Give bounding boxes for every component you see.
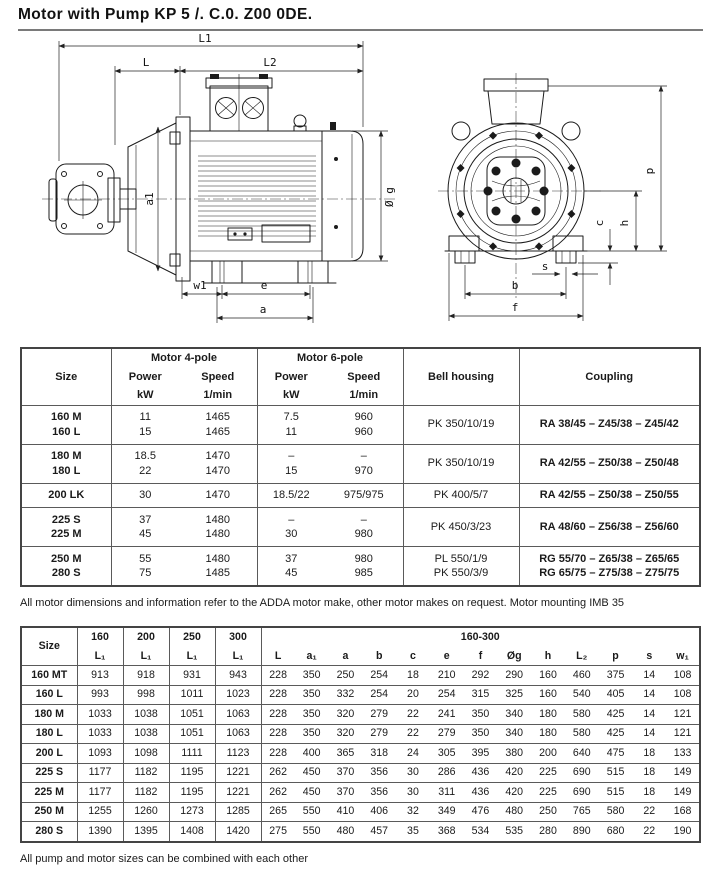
dim-cell: 420 — [497, 783, 531, 803]
dim-cell: 200 — [531, 744, 565, 764]
dim-cell: 286 — [430, 763, 464, 783]
dim-cell: 14 — [632, 666, 666, 686]
dim-cell: 480 — [329, 822, 363, 842]
technical-drawing — [0, 31, 721, 338]
dim-cell: 210 — [430, 666, 464, 686]
dim-cell: 108 — [666, 666, 700, 686]
dim-cell: 254 — [430, 685, 464, 705]
l1-cell: 943 — [215, 666, 261, 686]
speed4-cell: 1480 1485 — [179, 547, 257, 587]
dim-cell: 228 — [261, 685, 295, 705]
l1-cell: 931 — [169, 666, 215, 686]
dim-cell: 365 — [329, 744, 363, 764]
dim-cell: 18 — [396, 666, 430, 686]
dim-label-L1: L1 — [198, 32, 212, 45]
dim-cell: 275 — [261, 822, 295, 842]
size-cell: 160 M 160 L — [21, 405, 111, 444]
header-bell-housing: Bell housing — [403, 348, 519, 405]
bell-housing-cell: PK 450/3/23 — [403, 508, 519, 547]
size-cell: 280 S — [21, 822, 77, 842]
dim-cell: 228 — [261, 744, 295, 764]
header-dim-5: c — [396, 647, 430, 666]
l1-cell: 1063 — [215, 724, 261, 744]
coupling-cell: RA 42/55 – Z50/38 – Z50/55 — [519, 483, 700, 508]
l1-cell: 1051 — [169, 724, 215, 744]
dim-cell: 133 — [666, 744, 700, 764]
dim-cell: 340 — [497, 724, 531, 744]
dim-cell: 22 — [632, 802, 666, 822]
dimension-table — [20, 626, 701, 843]
dim-label-h: h — [618, 219, 631, 227]
dim-cell: 380 — [497, 744, 531, 764]
dim-label-L: L — [142, 56, 150, 69]
l1-cell: 1111 — [169, 744, 215, 764]
dim-cell: 370 — [329, 763, 363, 783]
bell-housing-cell: PK 350/10/19 — [403, 444, 519, 483]
dim-cell: 228 — [261, 705, 295, 725]
dim-cell: 149 — [666, 763, 700, 783]
header-group-160-300: 160-300 — [261, 627, 700, 647]
l1-cell: 998 — [123, 685, 169, 705]
dim-cell: 580 — [599, 802, 633, 822]
dim-cell: 356 — [362, 763, 396, 783]
dimension-table-note: All pump and motor sizes can be combined with each other — [20, 852, 308, 865]
header-speed-4: Speed — [179, 368, 257, 387]
power6-cell: 18.5/22 — [257, 483, 325, 508]
l1-cell: 1221 — [215, 783, 261, 803]
header-l1-sub: L₁ — [123, 647, 169, 666]
dim-cell: 149 — [666, 783, 700, 803]
header-l1-300: 300 — [215, 627, 261, 647]
header-dim-3: a — [329, 647, 363, 666]
dim-label-L2: L2 — [263, 56, 277, 69]
speed4-cell: 1465 1465 — [179, 405, 257, 444]
dim-label-c: c — [593, 219, 606, 227]
bell-housing-cell: PK 350/10/19 — [403, 405, 519, 444]
size-cell: 250 M 280 S — [21, 547, 111, 587]
l1-cell: 1098 — [123, 744, 169, 764]
dim-cell: 160 — [531, 666, 565, 686]
dim-cell: 350 — [295, 685, 329, 705]
header-dim-13: w₁ — [666, 647, 700, 666]
header-kw-4: kW — [111, 386, 179, 405]
dim-cell: 550 — [295, 822, 329, 842]
dim-cell: 425 — [599, 705, 633, 725]
motor-outline — [190, 74, 363, 283]
dim-cell: 262 — [261, 783, 295, 803]
dim-cell: 254 — [362, 666, 396, 686]
dim-label-a1: a1 — [143, 192, 156, 206]
header-speed-6: Speed — [325, 368, 403, 387]
dim-cell: 168 — [666, 802, 700, 822]
header-dim-7: f — [464, 647, 498, 666]
header-l1-sub: L₁ — [77, 647, 123, 666]
l1-cell: 1395 — [123, 822, 169, 842]
dim-cell: 22 — [632, 822, 666, 842]
dim-cell: 350 — [295, 724, 329, 744]
power4-cell: 37 45 — [111, 508, 179, 547]
size-cell: 200 LK — [21, 483, 111, 508]
dim-cell: 450 — [295, 783, 329, 803]
dim-cell: 121 — [666, 705, 700, 725]
power4-cell: 55 75 — [111, 547, 179, 587]
dim-cell: 765 — [565, 802, 599, 822]
dim-cell: 22 — [396, 705, 430, 725]
dim-cell: 640 — [565, 744, 599, 764]
l1-cell: 1273 — [169, 802, 215, 822]
motor-table-row — [21, 547, 700, 587]
header-l1-160: 160 — [77, 627, 123, 647]
header-size2: Size — [21, 627, 77, 666]
coupling-cell: RG 55/70 – Z65/38 – Z65/65 RG 65/75 – Z75/38 – Z75/75 — [519, 547, 700, 587]
dim-cell: 368 — [430, 822, 464, 842]
size-cell: 160 L — [21, 685, 77, 705]
dim-cell: 375 — [599, 666, 633, 686]
dim-cell: 20 — [396, 685, 430, 705]
page-title: Motor with Pump KP 5 /. C.0. Z00 0DE. — [18, 6, 313, 23]
dim-cell: 410 — [329, 802, 363, 822]
coupling-cell: RA 38/45 – Z45/38 – Z45/42 — [519, 405, 700, 444]
dim-cell: 279 — [362, 705, 396, 725]
motor-table-row — [21, 483, 700, 508]
dim-cell: 190 — [666, 822, 700, 842]
dimension-table-body — [21, 666, 700, 842]
dimension-table-row — [21, 822, 700, 842]
dim-cell: 160 — [531, 685, 565, 705]
dim-cell: 350 — [295, 705, 329, 725]
front-dimensions — [449, 86, 667, 321]
header-coupling: Coupling — [519, 348, 700, 405]
dim-cell: 108 — [666, 685, 700, 705]
dim-cell: 262 — [261, 763, 295, 783]
dim-cell: 279 — [362, 724, 396, 744]
header-rpm-4: 1/min — [179, 386, 257, 405]
page-header — [0, 0, 721, 31]
side-view-drawing — [42, 32, 398, 323]
dim-cell: 254 — [362, 685, 396, 705]
dim-cell: 460 — [565, 666, 599, 686]
dim-cell: 475 — [599, 744, 633, 764]
header-motor-6pole: Motor 6-pole — [257, 348, 403, 368]
l1-cell: 913 — [77, 666, 123, 686]
power6-cell: 7.5 11 — [257, 405, 325, 444]
power4-cell: 18.5 22 — [111, 444, 179, 483]
dim-cell: 280 — [531, 822, 565, 842]
dim-label-p: p — [643, 167, 656, 175]
coupling-cell: RA 48/60 – Z56/38 – Z56/60 — [519, 508, 700, 547]
header-dim-10: L₂ — [565, 647, 599, 666]
header-l1-200: 200 — [123, 627, 169, 647]
motor-table-body — [21, 405, 700, 586]
dim-cell: 356 — [362, 783, 396, 803]
header-power-4: Power — [111, 368, 179, 387]
dim-cell: 18 — [632, 763, 666, 783]
dim-cell: 292 — [464, 666, 498, 686]
dim-cell: 535 — [497, 822, 531, 842]
header-dim-1: L — [261, 647, 295, 666]
bell-housing-cell: PK 400/5/7 — [403, 483, 519, 508]
dim-cell: 405 — [599, 685, 633, 705]
dim-cell: 30 — [396, 763, 430, 783]
l1-cell: 1182 — [123, 783, 169, 803]
dim-cell: 30 — [396, 783, 430, 803]
dim-cell: 350 — [464, 705, 498, 725]
speed6-cell: – 980 — [325, 508, 403, 547]
dim-cell: 580 — [565, 724, 599, 744]
speed6-cell: 980 985 — [325, 547, 403, 587]
dim-cell: 370 — [329, 783, 363, 803]
dimension-table-row — [21, 705, 700, 725]
dim-cell: 540 — [565, 685, 599, 705]
header-l1-sub: L₁ — [169, 647, 215, 666]
motor-data-table — [20, 347, 701, 587]
dim-cell: 450 — [295, 763, 329, 783]
dim-label-a: a — [259, 303, 267, 316]
power4-cell: 11 15 — [111, 405, 179, 444]
dim-cell: 425 — [599, 724, 633, 744]
dim-cell: 349 — [430, 802, 464, 822]
l1-cell: 1177 — [77, 783, 123, 803]
dim-cell: 250 — [531, 802, 565, 822]
dim-cell: 680 — [599, 822, 633, 842]
l1-cell: 1420 — [215, 822, 261, 842]
speed4-cell: 1480 1480 — [179, 508, 257, 547]
dimension-table-row — [21, 744, 700, 764]
dim-cell: 311 — [430, 783, 464, 803]
header-rpm-6: 1/min — [325, 386, 403, 405]
header-dim-8: Øg — [497, 647, 531, 666]
dim-cell: 305 — [430, 744, 464, 764]
dim-cell: 180 — [531, 724, 565, 744]
dim-cell: 320 — [329, 705, 363, 725]
dim-label-w1: w1 — [193, 279, 207, 292]
header-dim-11: p — [599, 647, 633, 666]
speed6-cell: – 970 — [325, 444, 403, 483]
dim-cell: 228 — [261, 724, 295, 744]
dim-cell: 395 — [464, 744, 498, 764]
header-dim-9: h — [531, 647, 565, 666]
speed4-cell: 1470 — [179, 483, 257, 508]
speed6-cell: 975/975 — [325, 483, 403, 508]
l1-cell: 1390 — [77, 822, 123, 842]
l1-cell: 1195 — [169, 763, 215, 783]
header-dim-12: s — [632, 647, 666, 666]
power4-cell: 30 — [111, 483, 179, 508]
dim-cell: 515 — [599, 783, 633, 803]
header-kw-6: kW — [257, 386, 325, 405]
dim-cell: 320 — [329, 724, 363, 744]
size-cell: 160 MT — [21, 666, 77, 686]
dim-cell: 18 — [632, 744, 666, 764]
size-cell: 225 S 225 M — [21, 508, 111, 547]
dim-cell: 315 — [464, 685, 498, 705]
dim-cell: 228 — [261, 666, 295, 686]
size-cell: 180 M 180 L — [21, 444, 111, 483]
dim-cell: 279 — [430, 724, 464, 744]
l1-cell: 1285 — [215, 802, 261, 822]
dim-cell: 225 — [531, 763, 565, 783]
l1-cell: 1063 — [215, 705, 261, 725]
power6-cell: 37 45 — [257, 547, 325, 587]
power6-cell: – 30 — [257, 508, 325, 547]
dim-label-b: b — [511, 279, 519, 292]
dim-cell: 22 — [396, 724, 430, 744]
dim-cell: 534 — [464, 822, 498, 842]
dim-cell: 180 — [531, 705, 565, 725]
header-dim-2: a₁ — [295, 647, 329, 666]
dimension-table-row — [21, 685, 700, 705]
l1-cell: 993 — [77, 685, 123, 705]
speed6-cell: 960 960 — [325, 405, 403, 444]
dimension-table-row — [21, 763, 700, 783]
l1-cell: 1221 — [215, 763, 261, 783]
l1-cell: 1051 — [169, 705, 215, 725]
dim-label-e: e — [260, 279, 268, 292]
dim-cell: 890 — [565, 822, 599, 842]
power6-cell: – 15 — [257, 444, 325, 483]
coupling-cell: RA 42/55 – Z50/38 – Z50/48 — [519, 444, 700, 483]
header-l1-250: 250 — [169, 627, 215, 647]
motor-table-row — [21, 444, 700, 483]
l1-cell: 1260 — [123, 802, 169, 822]
size-cell: 180 L — [21, 724, 77, 744]
dim-label-s: s — [541, 260, 549, 273]
dim-cell: 400 — [295, 744, 329, 764]
dim-cell: 480 — [497, 802, 531, 822]
dim-cell: 340 — [497, 705, 531, 725]
header-l1-sub: L₁ — [215, 647, 261, 666]
dim-label-og: Ø g — [383, 187, 396, 207]
dim-cell: 406 — [362, 802, 396, 822]
dim-cell: 35 — [396, 822, 430, 842]
front-view-drawing — [438, 73, 667, 321]
header-power-6: Power — [257, 368, 325, 387]
l1-cell: 1177 — [77, 763, 123, 783]
l1-cell: 1023 — [215, 685, 261, 705]
size-cell: 225 M — [21, 783, 77, 803]
dim-cell: 580 — [565, 705, 599, 725]
dim-cell: 14 — [632, 724, 666, 744]
dim-cell: 14 — [632, 705, 666, 725]
l1-cell: 1255 — [77, 802, 123, 822]
size-cell: 200 L — [21, 744, 77, 764]
dimension-table-row — [21, 724, 700, 744]
dim-cell: 350 — [295, 666, 329, 686]
dim-cell: 121 — [666, 724, 700, 744]
l1-cell: 1093 — [77, 744, 123, 764]
dim-cell: 350 — [464, 724, 498, 744]
header-dim-6: e — [430, 647, 464, 666]
dim-label-f: f — [511, 301, 519, 314]
dim-cell: 332 — [329, 685, 363, 705]
dim-cell: 690 — [565, 783, 599, 803]
l1-cell: 1123 — [215, 744, 261, 764]
l1-cell: 1408 — [169, 822, 215, 842]
speed4-cell: 1470 1470 — [179, 444, 257, 483]
motor-table-note: All motor dimensions and information refer to the ADDA motor make, other motor makes on request. Motor mounting IMB 35 — [20, 597, 625, 609]
dim-cell: 241 — [430, 705, 464, 725]
l1-cell: 918 — [123, 666, 169, 686]
dim-cell: 515 — [599, 763, 633, 783]
l1-cell: 1011 — [169, 685, 215, 705]
motor-table-row — [21, 405, 700, 444]
motor-table-header — [21, 348, 700, 405]
dim-cell: 690 — [565, 763, 599, 783]
l1-cell: 1182 — [123, 763, 169, 783]
header-dim-4: b — [362, 647, 396, 666]
dim-cell: 436 — [464, 783, 498, 803]
dim-cell: 318 — [362, 744, 396, 764]
l1-cell: 1195 — [169, 783, 215, 803]
dim-cell: 14 — [632, 685, 666, 705]
size-cell: 180 M — [21, 705, 77, 725]
dim-cell: 32 — [396, 802, 430, 822]
dimension-table-row — [21, 783, 700, 803]
motor-table-row — [21, 508, 700, 547]
dim-cell: 265 — [261, 802, 295, 822]
header-motor-4pole: Motor 4-pole — [111, 348, 257, 368]
l1-cell: 1033 — [77, 705, 123, 725]
dim-cell: 476 — [464, 802, 498, 822]
dim-cell: 457 — [362, 822, 396, 842]
header-size: Size — [21, 348, 111, 405]
dim-cell: 290 — [497, 666, 531, 686]
size-cell: 250 M — [21, 802, 77, 822]
dim-cell: 225 — [531, 783, 565, 803]
dim-cell: 18 — [632, 783, 666, 803]
dim-cell: 550 — [295, 802, 329, 822]
dimension-table-header — [21, 627, 700, 666]
l1-cell: 1038 — [123, 724, 169, 744]
size-cell: 225 S — [21, 763, 77, 783]
dim-cell: 436 — [464, 763, 498, 783]
l1-cell: 1033 — [77, 724, 123, 744]
dimension-table-section — [0, 626, 721, 843]
motor-table-section — [0, 347, 721, 587]
dimension-table-row — [21, 802, 700, 822]
dim-cell: 250 — [329, 666, 363, 686]
dim-cell: 24 — [396, 744, 430, 764]
dimension-table-row — [21, 666, 700, 686]
dim-cell: 325 — [497, 685, 531, 705]
dim-cell: 420 — [497, 763, 531, 783]
l1-cell: 1038 — [123, 705, 169, 725]
bell-housing-cell: PL 550/1/9 PK 550/3/9 — [403, 547, 519, 587]
